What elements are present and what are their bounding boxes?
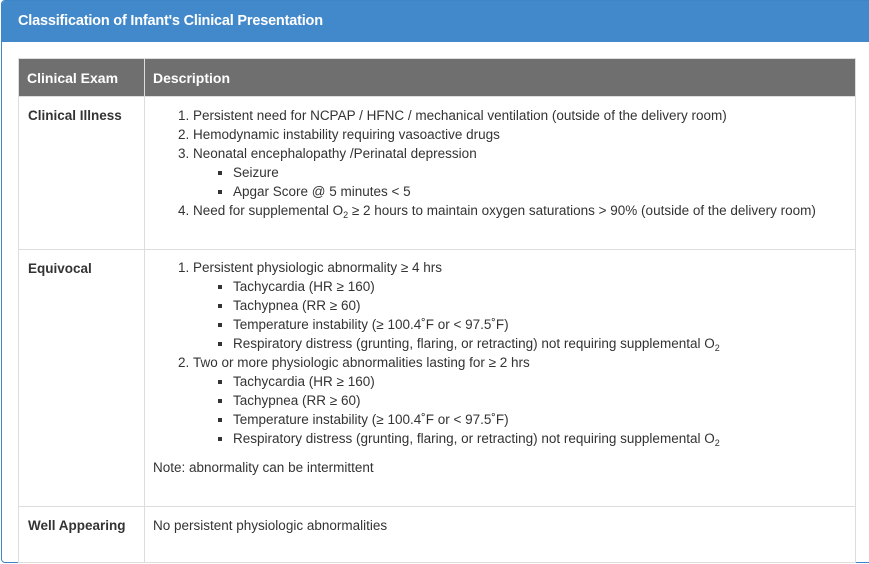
encephalopathy-sublist: [193, 163, 855, 201]
list-item-text: Two or more physiologic abnormalities lasting for ≥ 2 hrs: [193, 355, 530, 370]
subscript: 2: [714, 343, 720, 353]
table-row-well-appearing: [19, 507, 856, 563]
sub-list-item: ▪ Tachycardia (HR ≥ 160): [233, 372, 855, 391]
abnormality-sublist: [193, 372, 855, 448]
classification-table: [18, 58, 856, 563]
subscript: 2: [714, 438, 720, 448]
sub-list-item: ▪ Temperature instability (≥ 100.4˚F or < 97.5˚F): [233, 315, 855, 334]
panel-title: Classification of Infant's Clinical Presentation: [2, 1, 869, 42]
list-item: 1. Persistent need for NCPAP / HFNC / mechanical ventilation (outside of the delivery room): [193, 106, 855, 125]
list-item-text: ≥ 2 hours to maintain oxygen saturations > 90% (outside of the delivery room): [348, 203, 816, 218]
table-row-clinical-illness: [19, 97, 856, 250]
sub-list-item: [233, 334, 855, 353]
list-item: [193, 353, 855, 448]
list-item-text: Need for supplemental O: [193, 203, 344, 218]
list-item-text: Persistent physiologic abnormality ≥ 4 hrs: [193, 260, 443, 275]
equivocal-description: [145, 250, 856, 507]
equivocal-label: Equivocal: [19, 250, 145, 507]
clinical-illness-label: Clinical Illness: [19, 97, 145, 250]
list-item: [193, 144, 855, 201]
table-row-equivocal: [19, 250, 856, 507]
header-clinical-exam: Clinical Exam: [19, 59, 145, 97]
sub-list-item: ▪ Tachypnea (RR ≥ 60): [233, 391, 855, 410]
list-item: 2. Hemodynamic instability requiring vasoactive drugs: [193, 125, 855, 144]
clinical-illness-description: [145, 97, 856, 250]
well-appearing-label: Well Appearing: [19, 507, 145, 563]
list-item-text: Neonatal encephalopathy /Perinatal depression: [193, 146, 477, 161]
well-appearing-description: [145, 507, 856, 563]
sub-list-item: ▪ Temperature instability (≥ 100.4˚F or < 97.5˚F): [233, 410, 855, 429]
sub-list-item-text: Respiratory distress (grunting, flaring, or retracting) not requiring supplemental O: [233, 336, 715, 351]
abnormality-sublist: [193, 277, 855, 353]
sub-list-item: ▪ Tachycardia (HR ≥ 160): [233, 277, 855, 296]
header-description: Description: [145, 59, 856, 97]
sub-list-item-text: Respiratory distress (grunting, flaring, or retracting) not requiring supplemental O: [233, 431, 715, 446]
equivocal-note: Note: abnormality can be intermittent: [153, 460, 374, 475]
well-appearing-text: No persistent physiologic abnormalities: [153, 518, 388, 533]
sub-list-item: ▪ Seizure: [233, 163, 855, 182]
sub-list-item: ▪ Tachypnea (RR ≥ 60): [233, 296, 855, 315]
list-item: [193, 258, 855, 353]
sub-list-item: ▪ Apgar Score @ 5 minutes < 5: [233, 182, 855, 201]
table-header-row: [19, 59, 856, 97]
equivocal-list: [153, 258, 855, 448]
list-item: [193, 201, 855, 220]
sub-list-item: [233, 429, 855, 448]
clinical-illness-list: [153, 106, 855, 220]
subscript: 2: [343, 210, 349, 220]
classification-panel: [1, 0, 869, 563]
